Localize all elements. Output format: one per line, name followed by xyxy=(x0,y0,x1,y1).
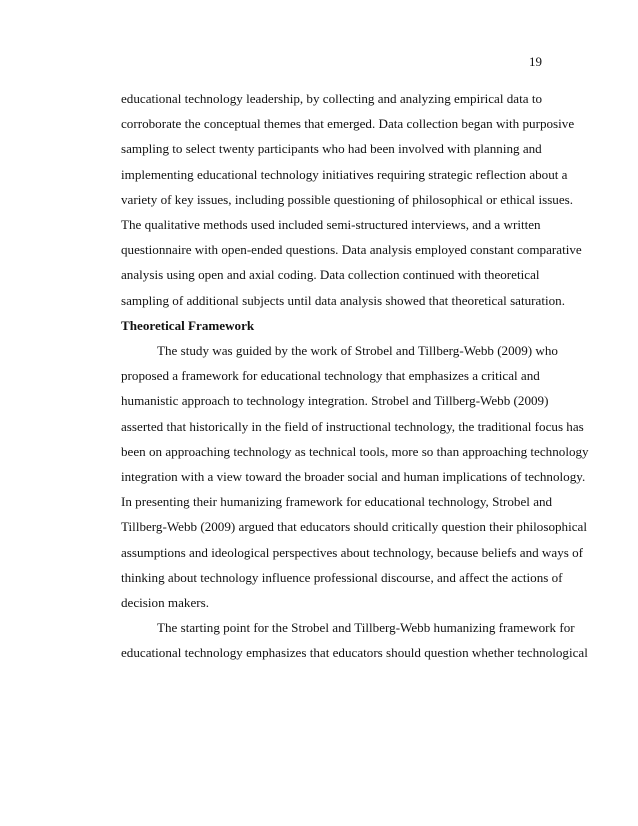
text-line: Tillberg-Webb (2009) argued that educators should critically question their philosophical xyxy=(121,519,587,535)
text-line: integration with a view toward the broader social and human implications of technology. xyxy=(121,469,586,485)
text-line: educational technology leadership, by collecting and analyzing empirical data to xyxy=(121,91,543,106)
text-line: asserted that historically in the field of instructional technology, the traditional focus has xyxy=(121,418,584,434)
text-line: In presenting their humanizing framework for educational technology, Strobel and xyxy=(121,494,553,510)
text-line: proposed a framework for educational technology that emphasizes a critical and xyxy=(121,368,540,384)
text-line: variety of key issues, including possible questioning of philosophical or ethical issues. xyxy=(121,191,574,207)
text-line: The study was guided by the work of Strobel and Tillberg-Webb (2009) who xyxy=(157,343,558,359)
text-line: implementing educational technology initiatives requiring strategic reflection about a xyxy=(121,166,568,182)
paragraph xyxy=(121,86,582,313)
page-number: 19 xyxy=(529,54,542,69)
text-line: sampling to select twenty participants who had been involved with planning and xyxy=(121,141,542,157)
text-line: been on approaching technology as technical tools, more so than approaching technology xyxy=(121,443,589,459)
text-line: questionnaire with open-ended questions. Data analysis employed constant comparative xyxy=(121,242,582,258)
text-line: corroborate the conceptual themes that emerged. Data collection began with purposive xyxy=(121,116,575,132)
page-body xyxy=(121,86,589,666)
section-heading: Theoretical Framework xyxy=(121,317,255,333)
paragraph xyxy=(121,615,588,665)
text-line: humanistic approach to technology integration. Strobel and Tillberg-Webb (2009) xyxy=(121,393,549,409)
text-line: sampling of additional subjects until data analysis showed that theoretical saturation. xyxy=(121,292,565,308)
text-line: The qualitative methods used included semi-structured interviews, and a written xyxy=(121,217,541,233)
text-line: analysis using open and axial coding. Data collection continued with theoretical xyxy=(121,267,540,283)
text-line: educational technology emphasizes that educators should question whether technological xyxy=(121,645,588,661)
text-line: thinking about technology influence professional discourse, and affect the actions of xyxy=(121,569,563,585)
text-line: The starting point for the Strobel and Tillberg-Webb humanizing framework for xyxy=(157,620,575,636)
paragraph xyxy=(121,338,589,615)
text-line: decision makers. xyxy=(121,595,209,611)
text-line: assumptions and ideological perspectives about technology, because beliefs and ways of xyxy=(121,544,584,560)
